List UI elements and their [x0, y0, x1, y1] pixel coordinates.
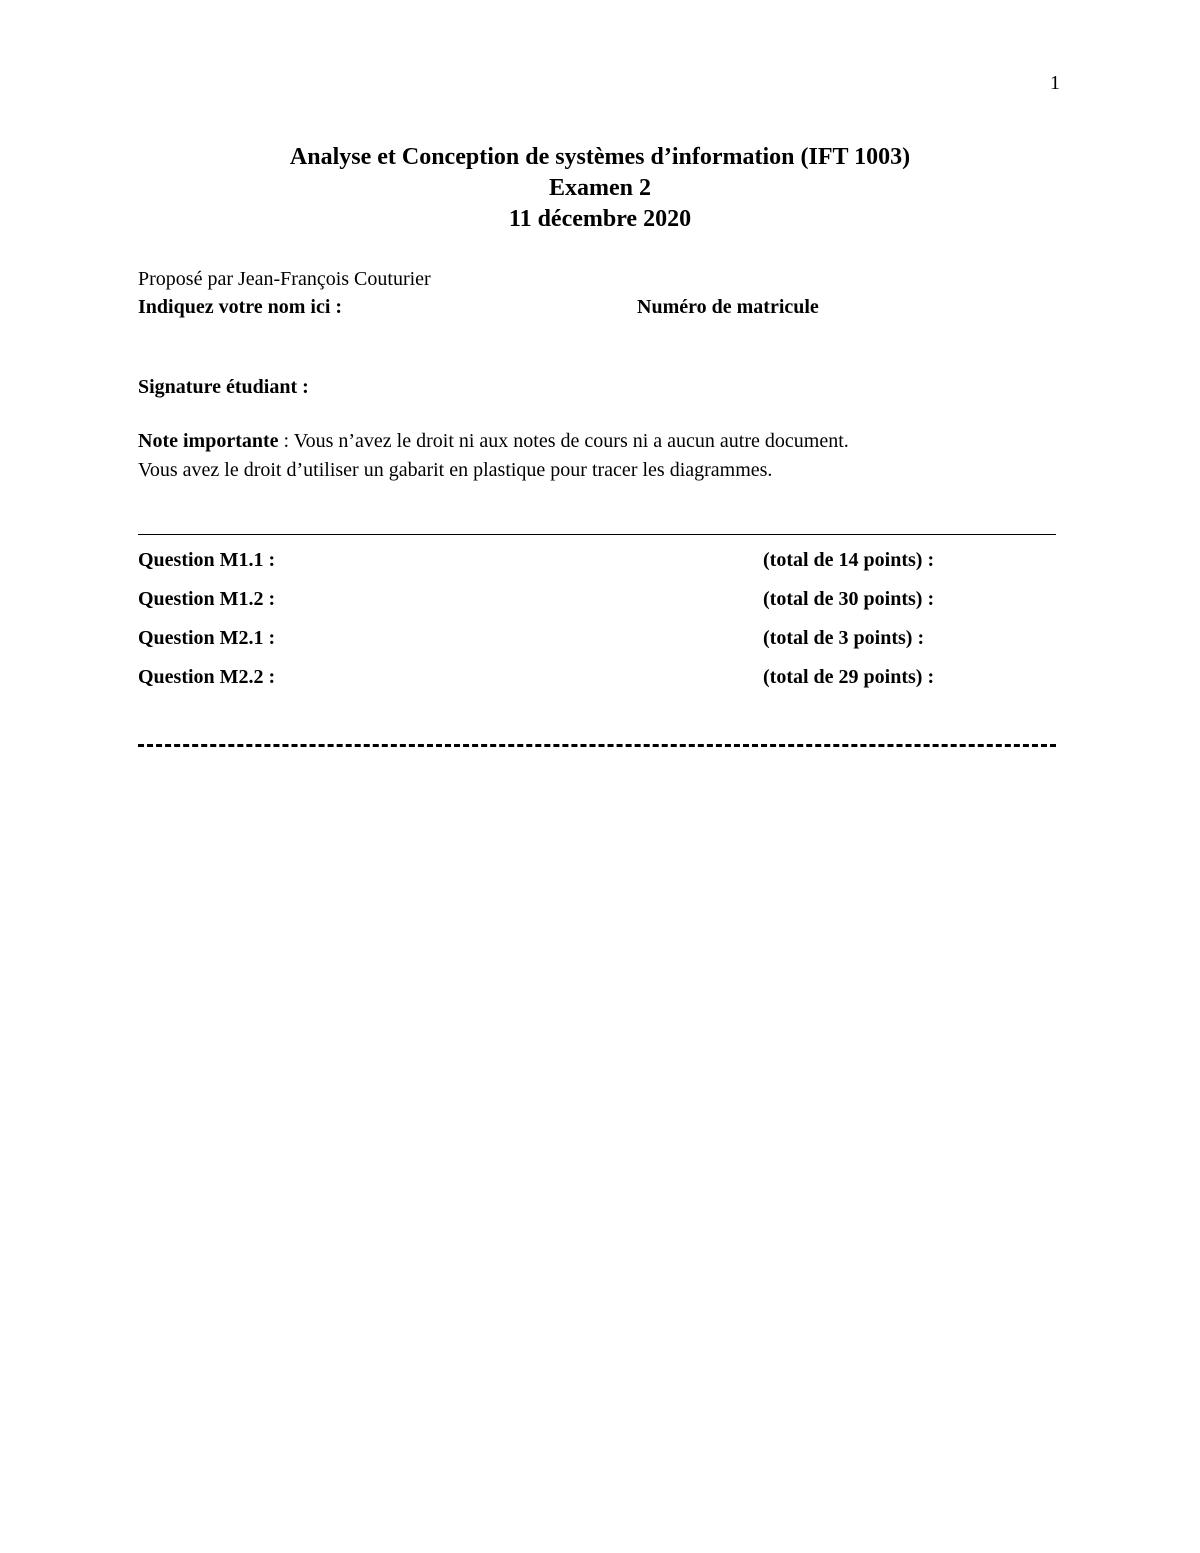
- important-note: [138, 430, 849, 453]
- signature-label: Signature étudiant :: [138, 376, 309, 398]
- question-label: Question M1.1 :: [138, 549, 276, 571]
- name-label: Indiquez votre nom ici :: [138, 296, 343, 318]
- horizontal-rule: [138, 534, 1056, 535]
- question-label: Question M1.2 :: [138, 588, 276, 610]
- title-block: [0, 142, 1200, 235]
- question-total: (total de 29 points) :: [763, 666, 935, 688]
- question-total: (total de 14 points) :: [763, 549, 935, 571]
- question-row: [138, 666, 1058, 692]
- question-row: [138, 588, 1058, 614]
- page-number: 1: [1050, 72, 1060, 94]
- exam-date: 11 décembre 2020: [508, 206, 692, 232]
- course-title: Analyse et Conception de systèmes d’information (IFT 1003): [289, 144, 911, 170]
- proposed-by: Proposé par Jean-François Couturier: [138, 268, 431, 290]
- exam-title: Examen 2: [549, 175, 651, 201]
- question-total: (total de 30 points) :: [763, 588, 935, 610]
- important-note-line2: Vous avez le droit d’utiliser un gabarit en plastique pour tracer les diagrammes.: [138, 459, 773, 481]
- question-row: [138, 627, 1058, 653]
- question-row: [138, 549, 1058, 575]
- question-label: Question M2.1 :: [138, 627, 276, 649]
- question-total: (total de 3 points) :: [763, 627, 925, 649]
- matricule-label: Numéro de matricule: [637, 296, 819, 318]
- dashed-separator: [138, 744, 1056, 747]
- important-note-heading: Note importante: [138, 430, 279, 452]
- question-label: Question M2.2 :: [138, 666, 276, 688]
- important-note-text: : Vous n’avez le droit ni aux notes de cours ni a aucun autre document.: [278, 430, 849, 452]
